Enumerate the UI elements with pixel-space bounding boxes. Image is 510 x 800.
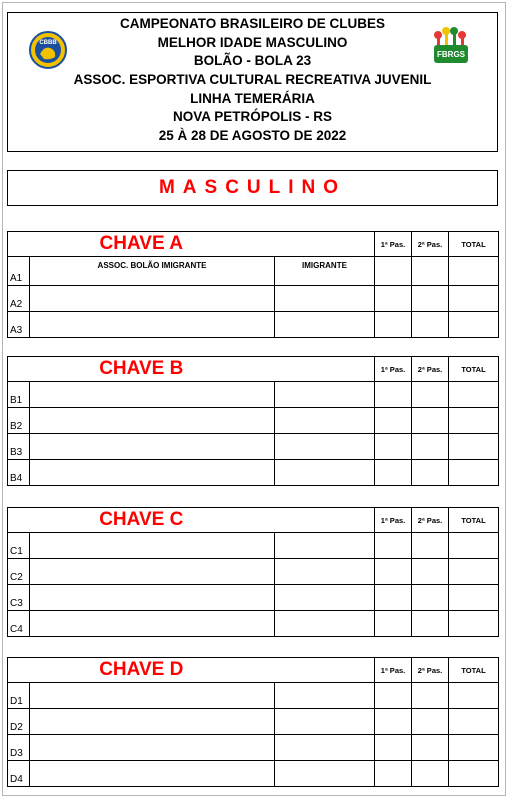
pas1-cell[interactable] <box>375 735 412 761</box>
pas1-cell[interactable] <box>375 286 412 312</box>
cbbb-logo-text: CBBB <box>39 40 57 46</box>
table-row <box>8 761 499 787</box>
team-cell[interactable] <box>30 585 275 611</box>
sub-cell[interactable] <box>275 382 375 408</box>
col-header-pas1: 1ª Pas. <box>375 232 412 257</box>
header-line-championship: CAMPEONATO BRASILEIRO DE CLUBES <box>119 16 386 31</box>
table-row <box>8 611 499 637</box>
table-row <box>8 434 499 460</box>
table-row <box>8 735 499 761</box>
table-row <box>8 460 499 486</box>
group-title: CHAVE D <box>8 658 275 683</box>
header-line-location: LINHA TEMERÁRIA <box>190 91 315 106</box>
pas2-cell[interactable] <box>412 434 449 460</box>
pas1-cell[interactable] <box>375 683 412 709</box>
total-cell[interactable] <box>449 312 499 338</box>
table-row <box>8 559 499 585</box>
sub-cell[interactable] <box>275 683 375 709</box>
header-line-ball: BOLÃO - BOLA 23 <box>193 53 312 68</box>
table-row <box>8 257 499 286</box>
group-table-d <box>7 657 499 787</box>
team-cell[interactable] <box>30 312 275 338</box>
pas2-cell[interactable] <box>412 709 449 735</box>
row-code: A3 <box>8 312 30 338</box>
pas2-cell[interactable] <box>412 408 449 434</box>
total-cell[interactable] <box>449 286 499 312</box>
total-cell[interactable] <box>449 709 499 735</box>
sub-cell[interactable] <box>275 408 375 434</box>
total-cell[interactable] <box>449 408 499 434</box>
sub-cell[interactable] <box>275 434 375 460</box>
team-cell[interactable] <box>30 533 275 559</box>
row-code: D2 <box>8 709 30 735</box>
col-header-total: TOTAL <box>449 357 499 382</box>
pas1-cell[interactable] <box>375 312 412 338</box>
row-code: B1 <box>8 382 30 408</box>
pas2-cell[interactable] <box>412 761 449 787</box>
pas2-cell[interactable] <box>412 257 449 286</box>
pas1-cell[interactable] <box>375 585 412 611</box>
header-line-category: MELHOR IDADE MASCULINO <box>157 35 348 50</box>
pas1-cell[interactable] <box>375 257 412 286</box>
pas2-cell[interactable] <box>412 585 449 611</box>
pas2-cell[interactable] <box>412 735 449 761</box>
pas1-cell[interactable] <box>375 408 412 434</box>
total-cell[interactable] <box>449 761 499 787</box>
pas2-cell[interactable] <box>412 286 449 312</box>
cbbb-logo <box>28 30 68 70</box>
total-cell[interactable] <box>449 434 499 460</box>
row-code: B4 <box>8 460 30 486</box>
pas2-cell[interactable] <box>412 611 449 637</box>
category-title: MASCULINO <box>7 170 498 206</box>
team-cell[interactable] <box>30 735 275 761</box>
col-header-pas2: 2ª Pas. <box>412 658 449 683</box>
sub-cell[interactable] <box>275 312 375 338</box>
header-line-association: ASSOC. ESPORTIVA CULTURAL RECREATIVA JUVENIL <box>73 72 432 87</box>
sub-cell[interactable] <box>275 585 375 611</box>
pas2-cell[interactable] <box>412 312 449 338</box>
pas2-cell[interactable] <box>412 559 449 585</box>
header-line-dates: 25 À 28 DE AGOSTO DE 2022 <box>158 128 347 143</box>
team-cell[interactable]: ASSOC. BOLÃO IMIGRANTE <box>30 257 275 286</box>
team-cell[interactable] <box>30 286 275 312</box>
pas2-cell[interactable] <box>412 533 449 559</box>
pas2-cell[interactable] <box>412 460 449 486</box>
table-row <box>8 286 499 312</box>
team-cell[interactable] <box>30 408 275 434</box>
pas1-cell[interactable] <box>375 460 412 486</box>
pas1-cell[interactable] <box>375 559 412 585</box>
sub-cell[interactable] <box>275 460 375 486</box>
sub-cell[interactable] <box>275 286 375 312</box>
col-header-total: TOTAL <box>449 508 499 533</box>
pas2-cell[interactable] <box>412 683 449 709</box>
group-title: CHAVE B <box>8 357 275 382</box>
sub-cell[interactable] <box>275 735 375 761</box>
col-header-pas1: 1ª Pas. <box>375 357 412 382</box>
row-code: D1 <box>8 683 30 709</box>
col-header-total: TOTAL <box>449 658 499 683</box>
group-title: CHAVE A <box>8 232 275 257</box>
sub-cell[interactable] <box>275 559 375 585</box>
total-cell[interactable] <box>449 611 499 637</box>
row-code: D3 <box>8 735 30 761</box>
pas1-cell[interactable] <box>375 611 412 637</box>
pas1-cell[interactable] <box>375 434 412 460</box>
sub-cell[interactable] <box>275 709 375 735</box>
group-table-a <box>7 231 499 338</box>
row-code: B3 <box>8 434 30 460</box>
total-cell[interactable] <box>449 460 499 486</box>
total-cell[interactable] <box>449 533 499 559</box>
sub-cell[interactable]: IMIGRANTE <box>275 257 375 286</box>
total-cell[interactable] <box>449 683 499 709</box>
col-header-pas2: 2ª Pas. <box>412 508 449 533</box>
col-header-pas2: 2ª Pas. <box>412 232 449 257</box>
pas1-cell[interactable] <box>375 761 412 787</box>
team-cell[interactable] <box>30 382 275 408</box>
total-cell[interactable] <box>449 585 499 611</box>
team-cell[interactable] <box>30 683 275 709</box>
table-row <box>8 408 499 434</box>
col-header-total: TOTAL <box>449 232 499 257</box>
row-code: C4 <box>8 611 30 637</box>
sub-cell[interactable] <box>275 611 375 637</box>
row-code: C2 <box>8 559 30 585</box>
document-header <box>7 12 498 152</box>
col-header-pas1: 1ª Pas. <box>375 658 412 683</box>
sub-cell[interactable] <box>275 533 375 559</box>
total-cell[interactable] <box>449 559 499 585</box>
pas2-cell[interactable] <box>412 382 449 408</box>
table-row <box>8 585 499 611</box>
table-row <box>8 382 499 408</box>
col-header-pas2: 2ª Pas. <box>412 357 449 382</box>
pas1-cell[interactable] <box>375 533 412 559</box>
table-row <box>8 683 499 709</box>
row-code: C1 <box>8 533 30 559</box>
fbrgs-logo <box>428 21 474 67</box>
total-cell[interactable] <box>449 257 499 286</box>
total-cell[interactable] <box>449 735 499 761</box>
sub-cell[interactable] <box>275 761 375 787</box>
team-cell[interactable] <box>30 434 275 460</box>
total-cell[interactable] <box>449 382 499 408</box>
team-cell[interactable] <box>30 559 275 585</box>
table-row <box>8 312 499 338</box>
team-cell[interactable] <box>30 460 275 486</box>
row-code: C3 <box>8 585 30 611</box>
table-row <box>8 709 499 735</box>
header-line-city: NOVA PETRÓPOLIS - RS <box>172 109 332 124</box>
team-cell[interactable] <box>30 611 275 637</box>
row-code: A1 <box>8 257 30 286</box>
group-table-b <box>7 356 499 486</box>
team-cell[interactable] <box>30 761 275 787</box>
row-code: D4 <box>8 761 30 787</box>
team-cell[interactable] <box>30 709 275 735</box>
row-code: A2 <box>8 286 30 312</box>
group-title: CHAVE C <box>8 508 275 533</box>
table-row <box>8 533 499 559</box>
pas1-cell[interactable] <box>375 709 412 735</box>
row-code: B2 <box>8 408 30 434</box>
group-table-c <box>7 507 499 637</box>
fbrgs-logo-text: FBRGS <box>437 50 465 59</box>
col-header-pas1: 1ª Pas. <box>375 508 412 533</box>
pas1-cell[interactable] <box>375 382 412 408</box>
